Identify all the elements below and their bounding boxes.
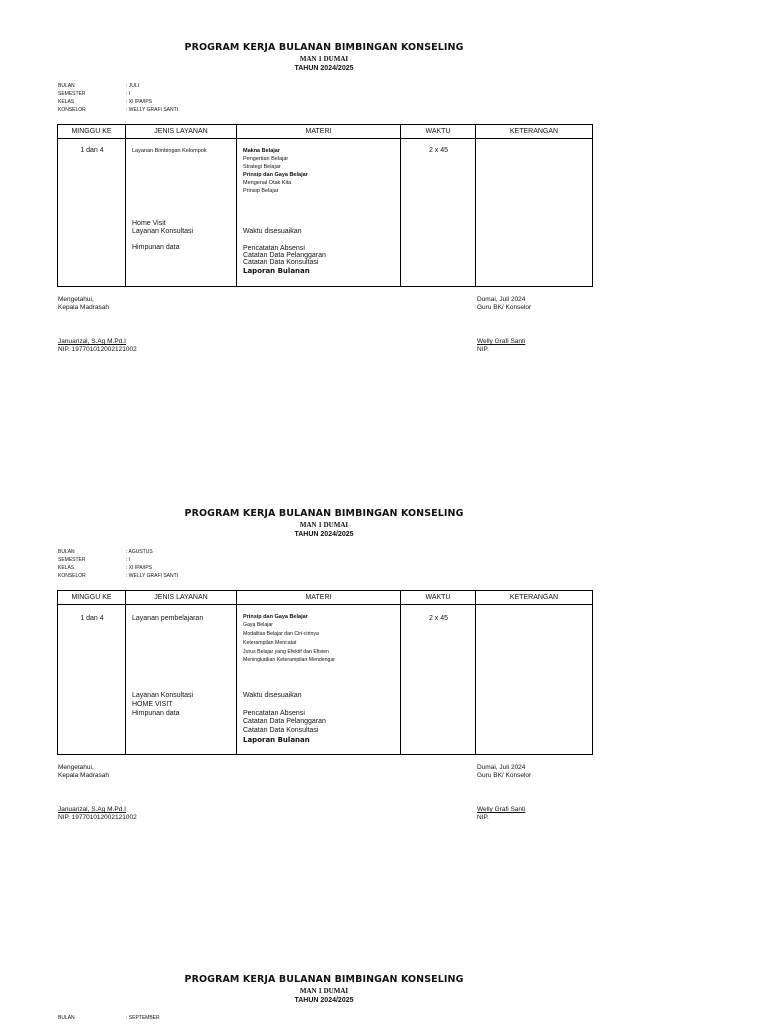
signatory-name: Welly Grafi Santi [477, 806, 526, 813]
program-section-september [0, 932, 768, 1024]
sig-line: Guru BK/ Konselor [477, 304, 532, 311]
cell-minggu [58, 605, 126, 755]
materi-item: Catatan Data Pelanggaran [243, 718, 326, 725]
materi-item: Waktu disesuaikan [243, 228, 302, 235]
info-label: BULAN [58, 83, 75, 89]
cell-materi [237, 605, 401, 755]
signature-left [58, 296, 137, 354]
info-value: : I [126, 91, 131, 97]
cell-keterangan [476, 605, 593, 755]
signatory-name: Januarizal, S.Ag M.Pd.I [58, 338, 126, 345]
info-value: : XI IPA/IPS [126, 565, 153, 571]
document-title: PROGRAM KERJA BULANAN BIMBINGAN KONSELING [184, 42, 464, 53]
info-value: : JULI [126, 83, 140, 89]
info-value: : I [126, 557, 131, 563]
info-label: KONSELOR [58, 573, 86, 579]
info-label: BULAN [58, 549, 75, 555]
layanan-item: Himpunan data [132, 244, 180, 251]
layanan-item: Himpunan data [132, 710, 180, 717]
info-konselor [58, 106, 258, 114]
cell-materi [237, 139, 401, 287]
materi-item: Catatan Data Konsultasi [243, 727, 319, 734]
info-kelas [58, 564, 258, 572]
materi-item: Meningkatkan Keterampilan Mendengar [243, 657, 335, 663]
materi-item: Makna Belajar [243, 148, 280, 154]
info-label: SEMESTER [58, 91, 86, 97]
info-label: SEMESTER [58, 557, 86, 563]
materi-item: Pengertian Belajar [243, 156, 289, 162]
document-title: PROGRAM KERJA BULANAN BIMBINGAN KONSELING [184, 974, 464, 985]
materi-item: Mengenal Otak Kita [243, 180, 292, 186]
info-value: : SEPTEMBER [126, 1015, 160, 1021]
header-materi: MATERI [237, 125, 401, 139]
cell-waktu [401, 605, 476, 755]
sig-line: Kepala Madrasah [58, 304, 109, 311]
materi-item: Catatan Data Konsultasi [243, 259, 319, 266]
info-label: KELAS [58, 99, 75, 105]
info-semester [58, 556, 258, 564]
sig-line: Kepala Madrasah [58, 772, 109, 779]
materi-item: Strategi Belajar [243, 164, 281, 170]
layanan-item: Layanan Konsultasi [132, 692, 194, 699]
header-materi: MATERI [237, 591, 401, 605]
academic-year: TAHUN 2024/2025 [294, 531, 354, 538]
waktu-value: 2 x 45 [428, 147, 449, 154]
school-name: MAN 1 DUMAI [299, 55, 349, 63]
signatory-name: Welly Grafi Santi [477, 338, 526, 345]
info-bulan [58, 1014, 258, 1022]
signatory-nip: NIP. [477, 346, 489, 353]
minggu-value: 1 dan 4 [80, 147, 104, 154]
header-keterangan: KETERANGAN [476, 591, 593, 605]
cell-minggu [58, 139, 126, 287]
signature-right [477, 296, 531, 354]
academic-year: TAHUN 2024/2025 [294, 997, 354, 1004]
signatory-nip: NIP. 197701012002121002 [58, 814, 137, 821]
materi-item: Laporan Bulanan [243, 736, 310, 744]
cell-keterangan [476, 139, 593, 287]
document-title: PROGRAM KERJA BULANAN BIMBINGAN KONSELING [184, 508, 464, 519]
info-semester [58, 90, 258, 98]
signatory-name: Januarizal, S.Ag M.Pd.I [58, 806, 126, 813]
header-keterangan: KETERANGAN [476, 125, 593, 139]
info-label: KONSELOR [58, 107, 86, 113]
signature-left [58, 764, 137, 822]
materi-item: Gaya Belajar [243, 622, 273, 628]
info-bulan [58, 82, 258, 90]
layanan-item: Layanan Bimbingan Kelompok [132, 148, 207, 154]
minggu-value: 1 dan 4 [80, 615, 104, 622]
cell-layanan [126, 605, 237, 755]
materi-item: Waktu disesuaikan [243, 692, 302, 699]
materi-item: Prinsip dan Gaya Belajar [243, 172, 308, 178]
info-kelas [58, 98, 258, 106]
info-value: : WELLY GRAFI SANTI [126, 573, 179, 579]
sig-line: Dumai, Juli 2024 [477, 296, 526, 303]
materi-item: Catatan Data Pelanggaran [243, 252, 326, 259]
info-label: KELAS [58, 565, 75, 571]
materi-item: Modalitas Belajar dan Ciri-cirinya [243, 631, 319, 637]
program-table [57, 590, 593, 755]
program-table [57, 124, 593, 287]
materi-item: Pencatatan Absensi [243, 710, 305, 717]
header-minggu: MINGGU KE [58, 591, 126, 605]
header-layanan: JENIS LAYANAN [126, 125, 237, 139]
layanan-item: Layanan Konsultasi [132, 228, 194, 235]
materi-item: Laporan Bulanan [243, 267, 310, 275]
cell-waktu [401, 139, 476, 287]
signatory-nip: NIP. 197701012002121002 [58, 346, 137, 353]
layanan-item: Layanan pembelajaran [132, 615, 204, 622]
header-minggu: MINGGU KE [58, 125, 126, 139]
info-bulan [58, 548, 258, 556]
signatory-nip: NIP. [477, 814, 489, 821]
header-waktu: WAKTU [401, 591, 476, 605]
sig-line: Mengetahui, [58, 764, 94, 771]
materi-item: Pencatatan Absensi [243, 245, 305, 252]
info-value: : XI IPA/IPS [126, 99, 153, 105]
signature-right [477, 764, 531, 822]
school-name: MAN 1 DUMAI [299, 521, 349, 529]
info-label: BULAN [58, 1015, 75, 1021]
layanan-item: HOME VISIT [132, 701, 173, 708]
info-konselor [58, 572, 258, 580]
materi-item: Jurus Belajar yang Efektif dan Efisien [243, 649, 329, 655]
materi-item: Prinsip Belajar [243, 188, 279, 194]
school-name: MAN 1 DUMAI [299, 987, 349, 995]
materi-item: Prinsip dan Gaya Belajar [243, 614, 308, 620]
sig-line: Dumai, Juli 2024 [477, 764, 526, 771]
sig-line: Mengetahui, [58, 296, 94, 303]
info-value: : WELLY GRAFI SANTI [126, 107, 179, 113]
header-layanan: JENIS LAYANAN [126, 591, 237, 605]
header-waktu: WAKTU [401, 125, 476, 139]
waktu-value: 2 x 45 [428, 615, 449, 622]
info-value: : AGUSTUS [126, 549, 153, 555]
sig-line: Guru BK/ Konselor [477, 772, 532, 779]
academic-year: TAHUN 2024/2025 [294, 65, 354, 72]
layanan-item: Home Visit [132, 220, 166, 227]
cell-layanan [126, 139, 237, 287]
materi-item: Keterampilan Mencatat [243, 640, 297, 646]
